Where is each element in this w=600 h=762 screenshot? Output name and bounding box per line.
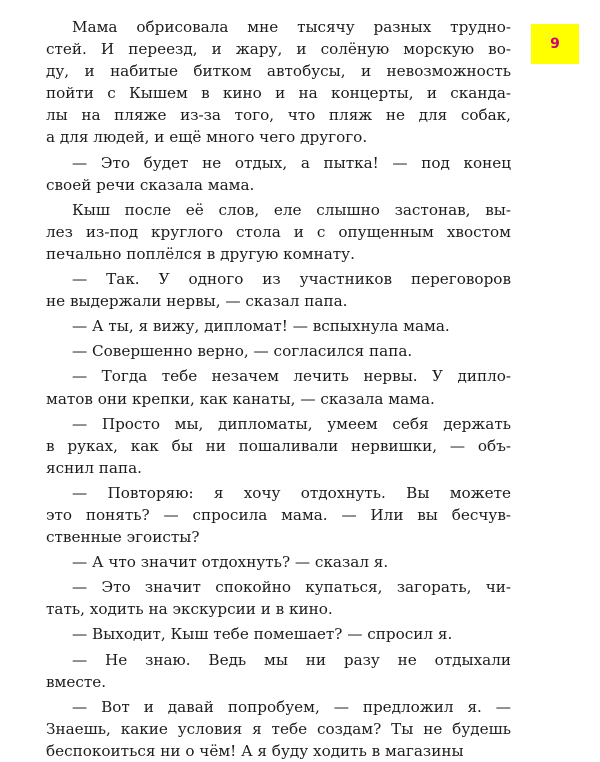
text-line: пойти с Кышем в кино и на концерты, и сканда- xyxy=(46,84,511,103)
text-line: своей речи сказала мама. xyxy=(46,175,255,194)
text-line: не выдержали нервы, — сказал папа. xyxy=(46,292,348,311)
text-line: в руках, как бы ни пошаливали нервишки, — объ- xyxy=(46,436,511,455)
text-line: — Тогда тебе незачем лечить нервы. У дипло- xyxy=(72,367,511,386)
text-line: — Так. У одного из участников переговоров xyxy=(72,270,511,289)
text-line: Кыш после её слов, еле слышно застонав, вы- xyxy=(72,200,511,219)
text-line: — Повторяю: я хочу отдохнуть. Вы можете xyxy=(72,483,511,502)
text-line: — Вот и давай попробуем, — предложил я. — xyxy=(72,697,511,716)
text-line: беспокоиться ни о чём! А я буду ходить в магазины xyxy=(46,741,464,760)
text-line: это понять? — спросила мама. — Или вы бесчув- xyxy=(46,505,511,524)
text-line: Знаешь, какие условия я тебе создам? Ты не будешь xyxy=(46,719,511,738)
text-line: яснил папа. xyxy=(46,458,142,477)
text-line: печально поплёлся в другую комнату. xyxy=(46,244,355,263)
text-line: — Просто мы, дипломаты, умеем себя держать xyxy=(72,414,511,433)
text-line: стей. И переезд, и жару, и солёную морскую во- xyxy=(46,40,511,59)
text-line: — Не знаю. Ведь мы ни разу не отдыхали xyxy=(72,650,511,669)
text-line: — Выходит, Кыш тебе помешает? — спросил я. xyxy=(72,625,453,644)
text-line: ственные эгоисты? xyxy=(46,528,200,547)
text-line: — А ты, я вижу, дипломат! — вспыхнула мама. xyxy=(72,317,450,336)
text-line: — Совершенно верно, — согласился папа. xyxy=(72,342,413,361)
text-line: лез из-под круглого стола и с опущенным хвостом xyxy=(46,222,511,241)
text-line: — Это будет не отдых, а пытка! — под конец xyxy=(72,153,511,172)
page-number: 9 xyxy=(550,36,560,52)
text-line: лы на пляже из-за того, что пляж не для собак, xyxy=(46,106,511,125)
text-line: — Это значит спокойно купаться, загорать, чи- xyxy=(72,578,511,597)
text-line: вместе. xyxy=(46,672,107,691)
text-line: тать, ходить на экскурсии и в кино. xyxy=(46,600,333,619)
text-line: — А что значит отдохнуть? — сказал я. xyxy=(72,553,389,572)
text-line: матов они крепки, как канаты, — сказала мама. xyxy=(46,389,435,408)
text-line: а для людей, и ещё много чего другого. xyxy=(46,128,368,147)
text-line: Мама обрисовала мне тысячу разных трудно- xyxy=(72,18,511,36)
body-text xyxy=(46,16,511,762)
page-number-badge xyxy=(531,24,579,64)
text-line: ду, и набитые битком автобусы, и невозможность xyxy=(46,62,511,81)
